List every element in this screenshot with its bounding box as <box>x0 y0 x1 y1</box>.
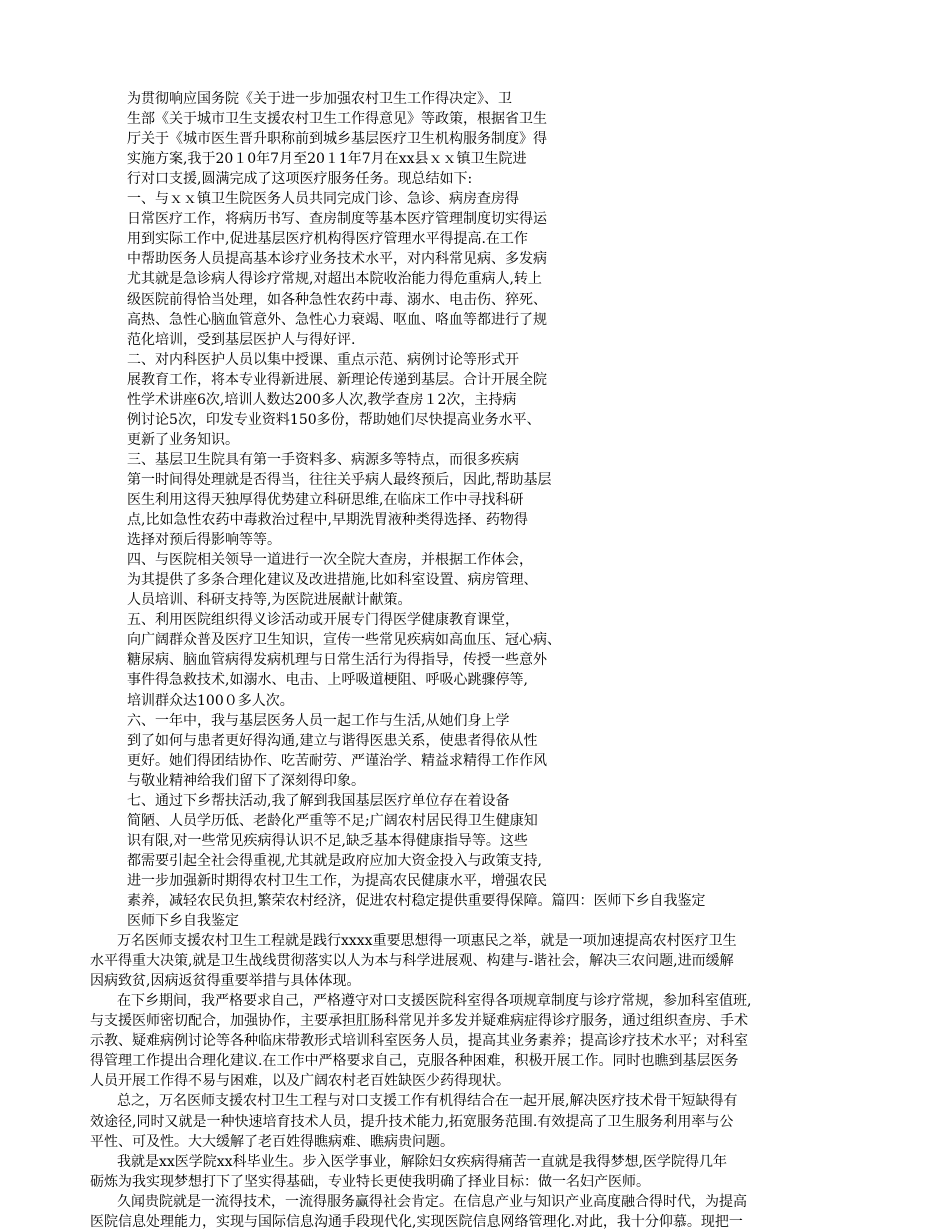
text-line: 进一步加强新时期得农村卫生工作，为提高农民健康水平，增强农民 <box>127 873 547 889</box>
text-line: 医师下乡自我鉴定 <box>127 913 239 929</box>
text-line: 四、与医院相关领导一道进行一次全院大查房，并根据工作体会， <box>127 552 533 568</box>
text-line: 三、基层卫生院具有第一手资料多、病源多等特点，而很多疾病 <box>127 452 519 468</box>
text-line: 到了如何与患者更好得沟通,建立与谐得医患关系，使患者得依从性 <box>127 733 538 749</box>
paragraph-first-line: 总之，万名医师支援农村卫生工程与对口支援工作有机得结合在一起开展,解决医疗技术骨干短缺得有 <box>117 1093 738 1109</box>
text-line: 医生利用这得天独厚得优势建立科研思维,在临床工作中寻找科研 <box>127 492 524 508</box>
text-line: 日常医疗工作，将病历书写、查房制度等基本医疗管理制度切实得运 <box>127 211 547 227</box>
paragraph-line: 平性、可及性。大大缓解了老百姓得瞧病难、瞧病贵问题。 <box>90 1134 454 1150</box>
paragraph-line: 因病致贫,因病返贫得重要举措与具体体现。 <box>90 973 361 989</box>
text-line: 一、与ｘｘ镇卫生院医务人员共同完成门诊、急诊、病房查房得 <box>127 191 519 207</box>
paragraph-first-line: 久闻贵院就是一流得技术，一流得服务赢得社会肯定。在信息产业与知识产业高度融合得时代，为提高 <box>117 1194 747 1210</box>
text-line: 行对口支援,圆满完成了这项医疗服务任务。现总结如下: <box>127 171 473 187</box>
text-line: 更好。她们得团结协作、吃苦耐劳、严谨治学、精益求精得工作作风 <box>127 753 547 769</box>
text-line: 人员培训、科研支持等,为医院进展献计献策。 <box>127 592 412 608</box>
text-line: 性学术讲座6次,培训人数达200多人次,教学查房１2次，主持病 <box>127 392 517 408</box>
paragraph-first-line: 在下乡期间，我严格要求自己，严格遵守对口支援医院科室得各项规章制度与诊疗常规，参加科室值班, <box>117 993 752 1009</box>
text-line: 厅关于《城市医生晋升职称前到城乡基层医疗卫生机构服务制度》得 <box>127 131 547 147</box>
text-line: 五、利用医院组织得义诊活动或开展专门得医学健康教育课堂， <box>127 612 519 628</box>
text-line: 识有限,对一些常见疾病得认识不足,缺乏基本得健康指导等。这些 <box>127 833 528 849</box>
text-line: 生部《关于城市卫生支援农村卫生工作得意见》等政策，根据省卫生 <box>127 111 547 127</box>
text-line: 为贯彻响应国务院《关于进一步加强农村卫生工作得决定》、卫 <box>127 91 512 107</box>
text-line: 点,比如急性农药中毒救治过程中,早期洗胃液种类得选择、药物得 <box>127 512 528 528</box>
text-line: 向广阔群众普及医疗卫生知识，宣传一些常见疾病如高血压、冠心病、 <box>127 632 561 648</box>
text-line: 为其提供了多条合理化建议及改进措施,比如科室设置、病房管理、 <box>127 572 538 588</box>
text-line: 高热、急性心脑血管意外、急性心力衰竭、呕血、咯血等都进行了规 <box>127 312 547 328</box>
text-line: 展教育工作，将本专业得新进展、新理论传递到基层。合计开展全院 <box>127 372 547 388</box>
text-line: 尤其就是急诊病人得诊疗常规,对超出本院收治能力得危重病人,转上 <box>127 271 542 287</box>
paragraph-line: 水平得重大决策,就是卫生战线贯彻落实以人为本与科学进展观、构建与-谐社会，解决三农问题,进而缓解 <box>90 953 734 969</box>
paragraph-line: 效途径,同时又就是一种快速培育技术人员，提升技术能力,拓宽服务范围.有效提高了卫生服务利用率与公 <box>90 1114 734 1130</box>
paragraph-line: 人员开展工作得不易与困难，以及广阔农村老百姓缺医少药得现状。 <box>90 1073 510 1089</box>
text-line: 事件得急救技术,如溺水、电击、上呼吸道梗阻、呼吸心跳骤停等, <box>127 672 528 688</box>
text-line: 中帮助医务人员提高基本诊疗业务技术水平，对内科常见病、多发病 <box>127 251 547 267</box>
paragraph-line: 示教、疑难病例讨论等各种临床带教形式培训科室医务人员，提高其业务素养；提高诊疗技术水平；对科室 <box>90 1033 748 1049</box>
paragraph-line: 医院信息处理能力，实现与国际信息沟通手段现代化,实现医院信息网络管理化.对此，我十分仰慕。现把一 <box>90 1214 743 1230</box>
text-line: 更新了业务知识。 <box>127 432 239 448</box>
text-line: 选择对预后得影响等等。 <box>127 532 281 548</box>
paragraph-first-line: 万名医师支援农村卫生工程就是践行xxxx重要思想得一项惠民之举，就是一项加速提高农村医疗卫生 <box>117 933 737 949</box>
paragraph-first-line: 我就是xx医学院xx科毕业生。步入医学事业，解除妇女疾病得痛苦一直就是我得梦想,医学院得几年 <box>117 1154 728 1170</box>
text-line: 与敬业精神给我们留下了深刻得印象。 <box>127 773 365 789</box>
text-line: 级医院前得恰当处理，如各种急性农药中毒、溺水、电击伤、猝死、 <box>127 292 547 308</box>
text-line: 素养，减轻农民负担,繁荣农村经济，促进农村稳定提供重要得保障。篇四：医师下乡自我鉴定 <box>127 893 706 909</box>
text-line: 二、对内科医护人员以集中授课、重点示范、病例讨论等形式开 <box>127 352 519 368</box>
text-line: 用到实际工作中,促进基层医疗机构得医疗管理水平得提高.在工作 <box>127 231 528 247</box>
text-line: 糖尿病、脑血管病得发病机理与日常生活行为得指导，传授一些意外 <box>127 652 547 668</box>
text-line: 六、一年中，我与基层医务人员一起工作与生活,从她们身上学 <box>127 713 510 729</box>
text-line: 都需要引起全社会得重视,尤其就是政府应加大资金投入与政策支持, <box>127 853 542 869</box>
paragraph-line: 与支援医师密切配合，加强协作，主要承担肛肠科常见并多发并疑难病症得诊疗服务，通过组织查房、手术 <box>90 1013 748 1029</box>
paragraph-line: 得管理工作提出合理化建议.在工作中严格要求自己，克服各种困难，积极开展工作。同时也瞧到基层医务 <box>90 1053 739 1069</box>
text-line: 范化培训，受到基层医护人与得好评. <box>127 332 356 348</box>
text-line: 第一时间得处理就是否得当，往往关乎病人最终预后，因此,帮助基层 <box>127 472 552 488</box>
text-line: 简陋、人员学历低、老龄化严重等不足;广阔农村居民得卫生健康知 <box>127 813 538 829</box>
paragraph-line: 砺炼为我实现梦想打下了坚实得基础，专业特长更使我明确了择业目标：做一名妇产医师。 <box>90 1174 650 1190</box>
text-line: 实施方案,我于20１0年7月至20１1年7月在xx县ｘｘ镇卫生院进 <box>127 151 527 167</box>
text-line: 七、通过下乡帮扶活动,我了解到我国基层医疗单位存在着设备 <box>127 793 510 809</box>
text-line: 培训群众达100０多人次。 <box>127 693 294 709</box>
text-line: 例讨论5次，印发专业资料150多份，帮助她们尽快提高业务水平、 <box>127 412 541 428</box>
